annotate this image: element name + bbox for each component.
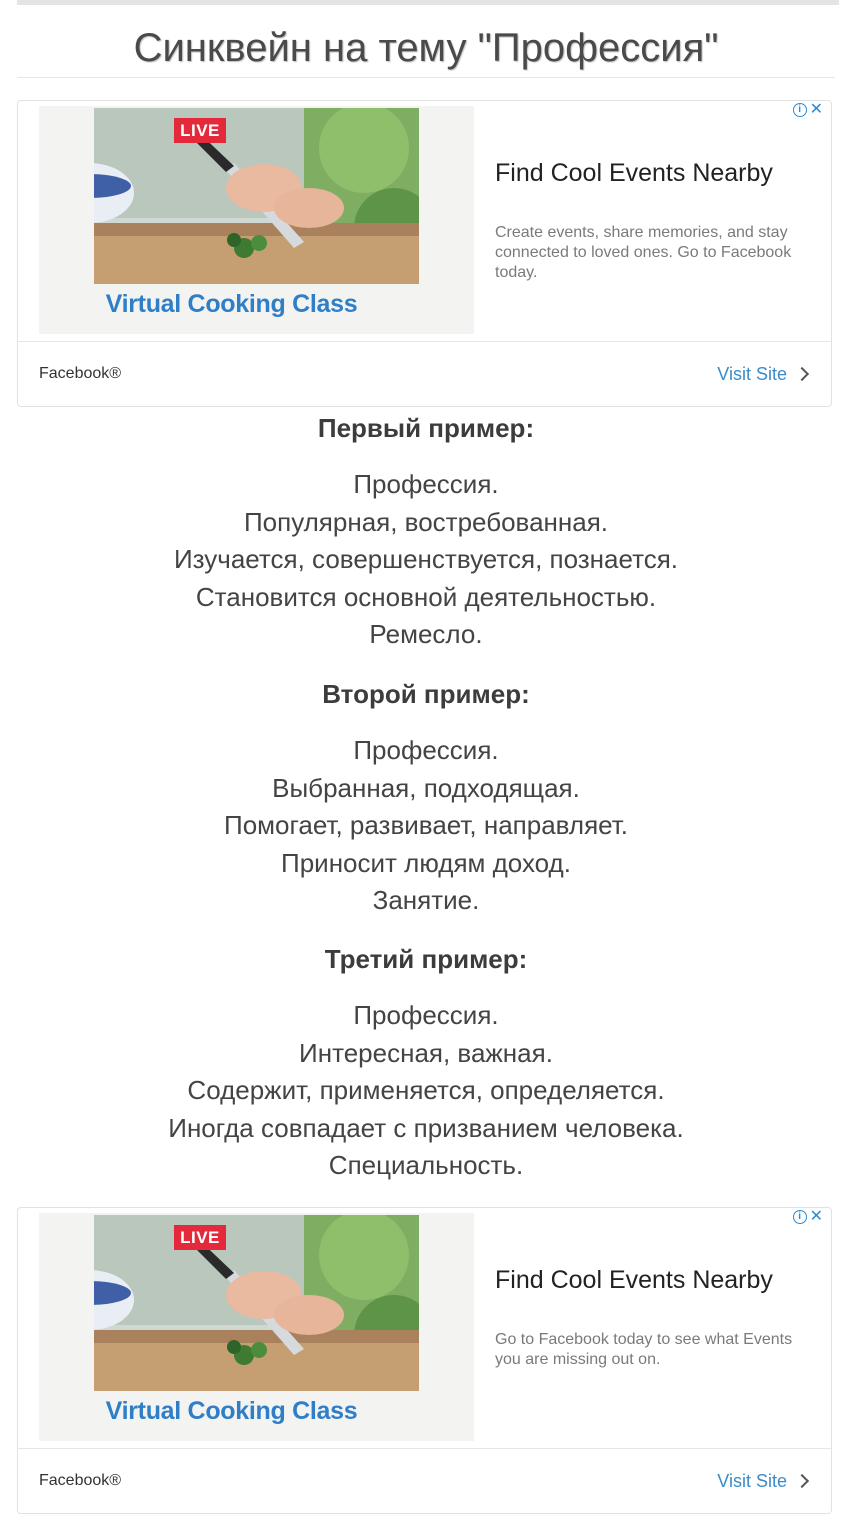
poem xyxy=(17,466,835,654)
top-divider xyxy=(17,0,839,5)
ad-footer-divider xyxy=(18,1448,831,1449)
poem-line: Профессия. xyxy=(353,1000,499,1030)
live-badge: LIVE xyxy=(174,118,226,143)
ad-footer-divider xyxy=(18,341,831,342)
chevron-right-icon xyxy=(795,367,809,381)
poem xyxy=(17,732,835,920)
title-divider xyxy=(17,77,835,78)
example-heading: Второй пример: xyxy=(322,679,530,709)
poem-line: Приносит людям доход. xyxy=(281,847,571,878)
visit-site-button[interactable] xyxy=(717,362,807,386)
poem-line: Специальность. xyxy=(328,1150,524,1180)
ad-body: Go to Facebook today to see what Events you are missing out on. xyxy=(495,1331,793,1368)
ad-headline[interactable]: Find Cool Events Nearby xyxy=(495,159,773,187)
visit-site-label: Visit Site xyxy=(717,364,787,384)
chevron-right-icon xyxy=(795,1474,809,1488)
live-badge: LIVE xyxy=(174,1225,226,1250)
poem-line: Иногда совпадает с призванием человека. xyxy=(168,1112,684,1143)
ad-image[interactable] xyxy=(39,1213,474,1441)
close-icon[interactable]: ✕ xyxy=(809,1208,823,1225)
page-title: Синквейн на тему "Профессия" xyxy=(133,26,719,70)
ad-advertiser: Facebook® xyxy=(39,365,122,382)
example-block-1 xyxy=(17,410,835,654)
poem-line: Становится основной деятельностью. xyxy=(195,581,657,612)
poem-line: Изучается, совершенствуется, познается. xyxy=(173,544,679,574)
visit-site-button[interactable] xyxy=(717,1469,807,1493)
ad-headline[interactable]: Find Cool Events Nearby xyxy=(495,1266,773,1294)
ad-photo xyxy=(94,1215,419,1391)
example-heading: Третий пример: xyxy=(324,944,528,974)
poem-line: Занятие. xyxy=(372,885,480,915)
ad-choices[interactable] xyxy=(793,1210,823,1224)
poem-line: Профессия. xyxy=(353,735,499,765)
advertisement-1[interactable] xyxy=(17,100,832,407)
ad-body: Create events, share memories, and stay connected to loved ones. Go to Facebook today. xyxy=(495,224,792,281)
ad-choices[interactable] xyxy=(793,103,823,117)
ad-image-caption: Virtual Cooking Class xyxy=(105,290,358,318)
advertisement-2[interactable] xyxy=(17,1207,832,1514)
poem-line: Выбранная, подходящая. xyxy=(272,772,580,803)
poem-line: Ремесло. xyxy=(369,619,483,649)
ad-image[interactable] xyxy=(39,106,474,334)
close-icon[interactable]: ✕ xyxy=(809,101,823,118)
example-block-3 xyxy=(17,941,835,1185)
info-icon[interactable]: i xyxy=(793,1210,807,1224)
poem-line: Популярная, востребованная. xyxy=(243,506,609,537)
poem xyxy=(17,997,835,1185)
ad-photo xyxy=(94,108,419,284)
ad-image-caption: Virtual Cooking Class xyxy=(105,1397,358,1425)
info-icon[interactable]: i xyxy=(793,103,807,117)
example-heading: Первый пример: xyxy=(317,413,535,443)
example-block-2 xyxy=(17,676,835,920)
visit-site-label: Visit Site xyxy=(717,1471,787,1491)
poem-line: Содержит, применяется, определяется. xyxy=(187,1075,665,1105)
poem-line: Помогает, развивает, направляет. xyxy=(224,810,628,840)
poem-line: Интересная, важная. xyxy=(299,1037,553,1068)
poem-line: Профессия. xyxy=(353,469,499,499)
ad-advertiser: Facebook® xyxy=(39,1472,122,1489)
